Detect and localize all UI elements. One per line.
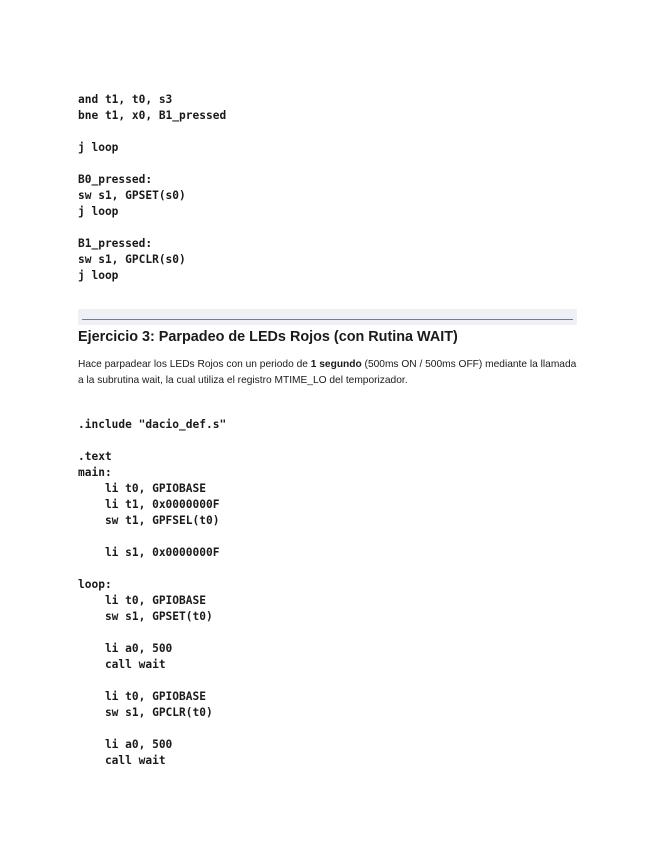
code-line: main:: [78, 466, 112, 479]
code-line: j loop: [78, 269, 119, 282]
code-line: li t0, GPIOBASE: [78, 594, 206, 607]
code-line: [78, 721, 226, 737]
code-line: sw s1, GPCLR(s0): [78, 253, 186, 266]
code-line: bne t1, x0, B1_pressed: [78, 109, 227, 122]
code-line: li a0, 500: [78, 642, 173, 655]
code-block-main: [78, 417, 226, 769]
code-line: li s1, 0x0000000F: [78, 546, 220, 559]
code-block-top: [78, 92, 226, 284]
code-line: call wait: [78, 754, 166, 767]
code-line: j loop: [78, 205, 119, 218]
section-heading: Ejercicio 3: Parpadeo de LEDs Rojos (con Rutina WAIT): [78, 329, 458, 345]
code-line: call wait: [78, 658, 166, 671]
section-divider: [78, 309, 577, 325]
code-line: sw s1, GPCLR(t0): [78, 706, 213, 719]
description-text-rest: (500ms ON / 500ms OFF) mediante la llamada a la subrutina wait, la cual utiliza el registro MTIME_LO del temporizador.: [78, 359, 577, 386]
code-line: li t1, 0x0000000F: [78, 498, 220, 511]
code-line: .text: [78, 450, 112, 463]
code-line: [78, 124, 226, 140]
code-line: [78, 625, 226, 641]
description-bold: 1 segundo: [310, 359, 362, 370]
divider-line: [82, 319, 573, 320]
code-line: li a0, 500: [78, 738, 173, 751]
code-line: sw s1, GPSET(t0): [78, 610, 213, 623]
code-line: j loop: [78, 141, 119, 154]
description-text: Hace parpadear los LEDs Rojos con un periodo de: [78, 359, 311, 370]
code-line: [78, 561, 226, 577]
code-line: [78, 220, 226, 236]
code-line: B1_pressed:: [78, 237, 153, 250]
code-line: sw s1, GPSET(s0): [78, 189, 186, 202]
code-line: loop:: [78, 578, 112, 591]
code-line: [78, 156, 226, 172]
code-line: sw t1, GPFSEL(t0): [78, 514, 220, 527]
code-line: li t0, GPIOBASE: [78, 690, 206, 703]
code-line: [78, 433, 226, 449]
code-line: and t1, t0, s3: [78, 93, 173, 106]
code-line: li t0, GPIOBASE: [78, 482, 206, 495]
code-line: .include "dacio_def.s": [78, 418, 227, 431]
section-description: [78, 357, 578, 389]
code-line: [78, 529, 226, 545]
code-line: B0_pressed:: [78, 173, 153, 186]
code-line: [78, 673, 226, 689]
